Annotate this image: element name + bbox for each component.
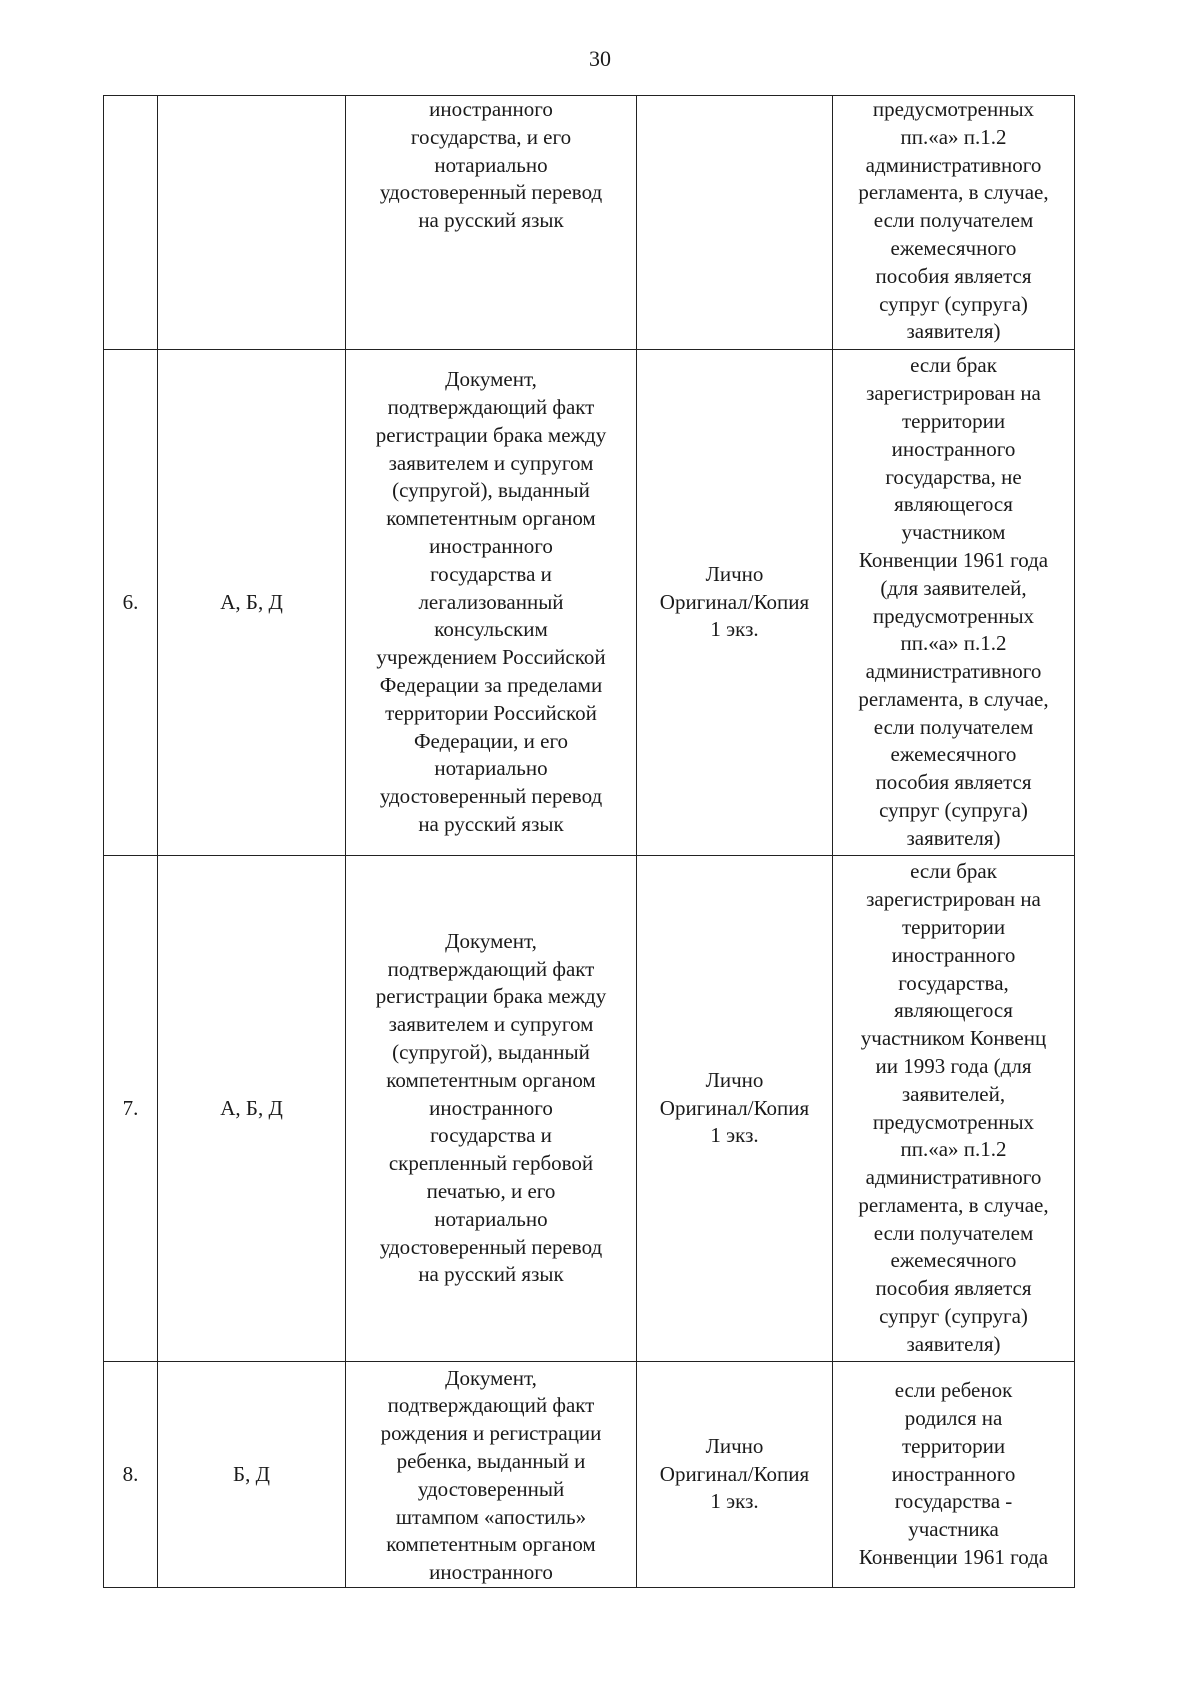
- document-cell: Документ, подтверждающий факт регистрации брака между заявителем и супругом (супругой), выданный компетентным органом иностранного государства и легализованный консульским учреждением Российской Федерации за пределами территории Российской Федерации, и его нотариально удостоверенный перевод на русский язык: [346, 350, 637, 856]
- table-row: [104, 350, 1075, 856]
- method-cell: Лично Оригинал/Копия 1 экз.: [637, 350, 833, 856]
- page-number: 30: [589, 46, 611, 71]
- document-cell: Документ, подтверждающий факт рождения и регистрации ребенка, выданный и удостоверенный штампом «апостиль» компетентным органом иностранного: [346, 1362, 637, 1588]
- document-cell: иностранного государства, и его нотариально удостоверенный перевод на русский язык: [346, 96, 637, 350]
- row-number-cell: [104, 96, 158, 350]
- category-cell: [158, 96, 346, 350]
- table-row: [104, 96, 1075, 350]
- category-cell: А, Б, Д: [158, 350, 346, 856]
- document-cell: Документ, подтверждающий факт регистрации брака между заявителем и супругом (супругой), выданный компетентным органом иностранного государства и скрепленный гербовой печатью, и его нотариально удостоверенный перевод на русский язык: [346, 856, 637, 1362]
- condition-cell: предусмотренных пп.«а» п.1.2 административного регламента, в случае, если получателем ежемесячного пособия является супруг (супруга) заявителя): [833, 96, 1075, 350]
- row-number-cell: 6.: [104, 350, 158, 856]
- method-cell: Лично Оригинал/Копия 1 экз.: [637, 856, 833, 1362]
- category-cell: Б, Д: [158, 1362, 346, 1588]
- row-number-cell: 7.: [104, 856, 158, 1362]
- method-cell: [637, 96, 833, 350]
- documents-table: [103, 95, 1075, 1588]
- table-row: [104, 856, 1075, 1362]
- condition-cell: если брак зарегистрирован на территории иностранного государства, являющегося участником Конвенц ии 1993 года (для заявителей, предусмотренных пп.«а» п.1.2 административного регламента, в случае, если получателем ежемесячного пособия является супруг (супруга) заявителя): [833, 856, 1075, 1362]
- row-number-cell: 8.: [104, 1362, 158, 1588]
- condition-cell: если ребенок родился на территории иностранного государства - участника Конвенции 1961 года: [833, 1362, 1075, 1588]
- table-row: [104, 1362, 1075, 1588]
- condition-cell: если брак зарегистрирован на территории иностранного государства, не являющегося участником Конвенции 1961 года (для заявителей, предусмотренных пп.«а» п.1.2 административного регламента, в случае, если получателем ежемесячного пособия является супруг (супруга) заявителя): [833, 350, 1075, 856]
- category-cell: А, Б, Д: [158, 856, 346, 1362]
- method-cell: Лично Оригинал/Копия 1 экз.: [637, 1362, 833, 1588]
